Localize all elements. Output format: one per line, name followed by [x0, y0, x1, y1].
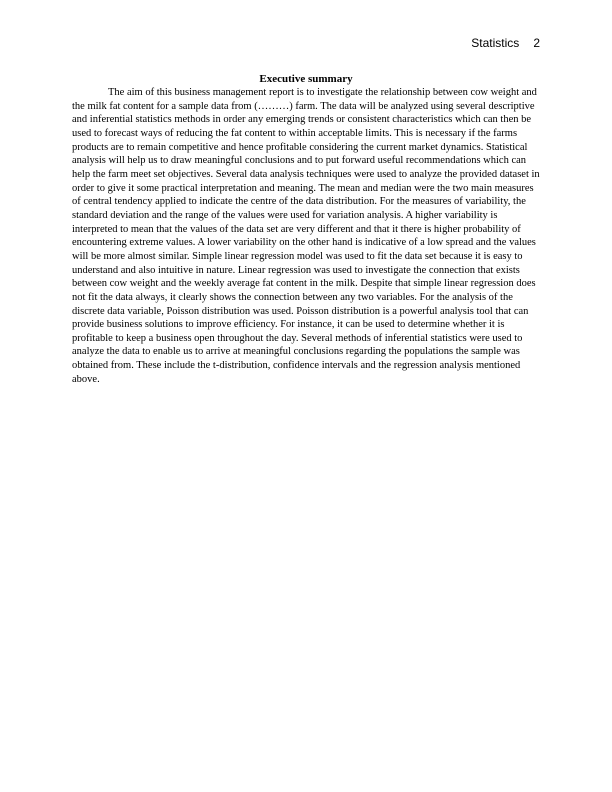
running-header-title: Statistics: [471, 36, 520, 50]
running-header: [471, 36, 540, 50]
page-number: 2: [533, 36, 540, 50]
body-paragraph: The aim of this business management report is to investigate the relationship between cow weight and the milk fat content for a sample data from (………) farm. The data will be analyzed using several descriptive and inferential statistics methods in order any emerging trends or consistent characteristics which can then be used to forecast ways of reducing the fat content to within acceptable limits. This is necessary if the farms products are to remain competitive and hence profitable considering the current market dynamics. Statistical analysis will help us to draw meaningful conclusions and to put forward useful recommendations which can help the farm meet set objectives. Several data analysis techniques were used to analyze the provided dataset in order to give it some practical interpretation and meaning. The mean and median were the two main measures of central tendency applied to indicate the centre of the data distribution. For the measures of variability, the standard deviation and the range of the values were used for variation analysis. A higher variability is interpreted to mean that the values of the data set are very different and that it there is higher probability of encountering extreme values. A lower variability on the other hand is indicative of a low spread and the values will be more almost similar. Simple linear regression model was used to fit the data set because it is easy to understand and also intuitive in nature. Linear regression was used to investigate the connection that exists between cow weight and the weekly average fat content in the milk. Despite that simple linear regression does not fit the data always, it clearly shows the connection between any two variables. For the analysis of the discrete data variable, Poisson distribution was used. Poisson distribution is a powerful analysis tool that can provide business solutions to improve efficiency. For instance, it can be used to determine whether it is profitable to keep a business open throughout the day. Several methods of inferential statistics were used to analyze the data to enable us to arrive at meaningful conclusions regarding the populations the sample was obtained from. These include the t-distribution, confidence intervals and the regression analysis mentioned above.: [72, 87, 540, 385]
section-title: Executive summary: [259, 73, 353, 85]
